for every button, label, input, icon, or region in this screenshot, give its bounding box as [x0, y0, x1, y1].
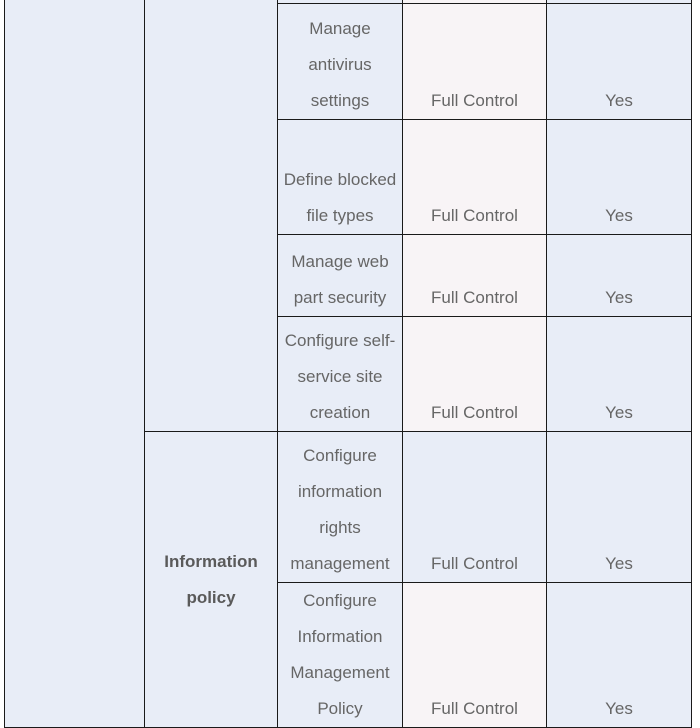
required-cell: Yes [547, 583, 692, 728]
action-cell: Configure Information Management Policy [278, 583, 403, 728]
permission-cell: Full Control [403, 432, 547, 583]
group-cell [145, 432, 278, 728]
required-cell: Yes [547, 4, 692, 120]
required-cell: Yes [547, 235, 692, 317]
required-cell: Yes [547, 432, 692, 583]
permission-cell: Full Control [403, 4, 547, 120]
group-cell [145, 0, 278, 432]
required-cell: Yes [547, 120, 692, 235]
category-cell [5, 0, 145, 728]
action-cell: Configure self-service site creation [278, 317, 403, 432]
permission-cell: Full Control [403, 317, 547, 432]
action-cell: Manage antivirus settings [278, 4, 403, 120]
permission-cell: Full Control [403, 120, 547, 235]
group-label: Information policy [164, 551, 258, 607]
action-cell: Define blocked file types [278, 120, 403, 235]
permission-cell: Full Control [403, 235, 547, 317]
permission-cell: Full Control [403, 583, 547, 728]
required-cell: Yes [547, 317, 692, 432]
permissions-table [4, 0, 692, 728]
action-cell: Manage web part security [278, 235, 403, 317]
action-cell: Configure information rights management [278, 432, 403, 583]
